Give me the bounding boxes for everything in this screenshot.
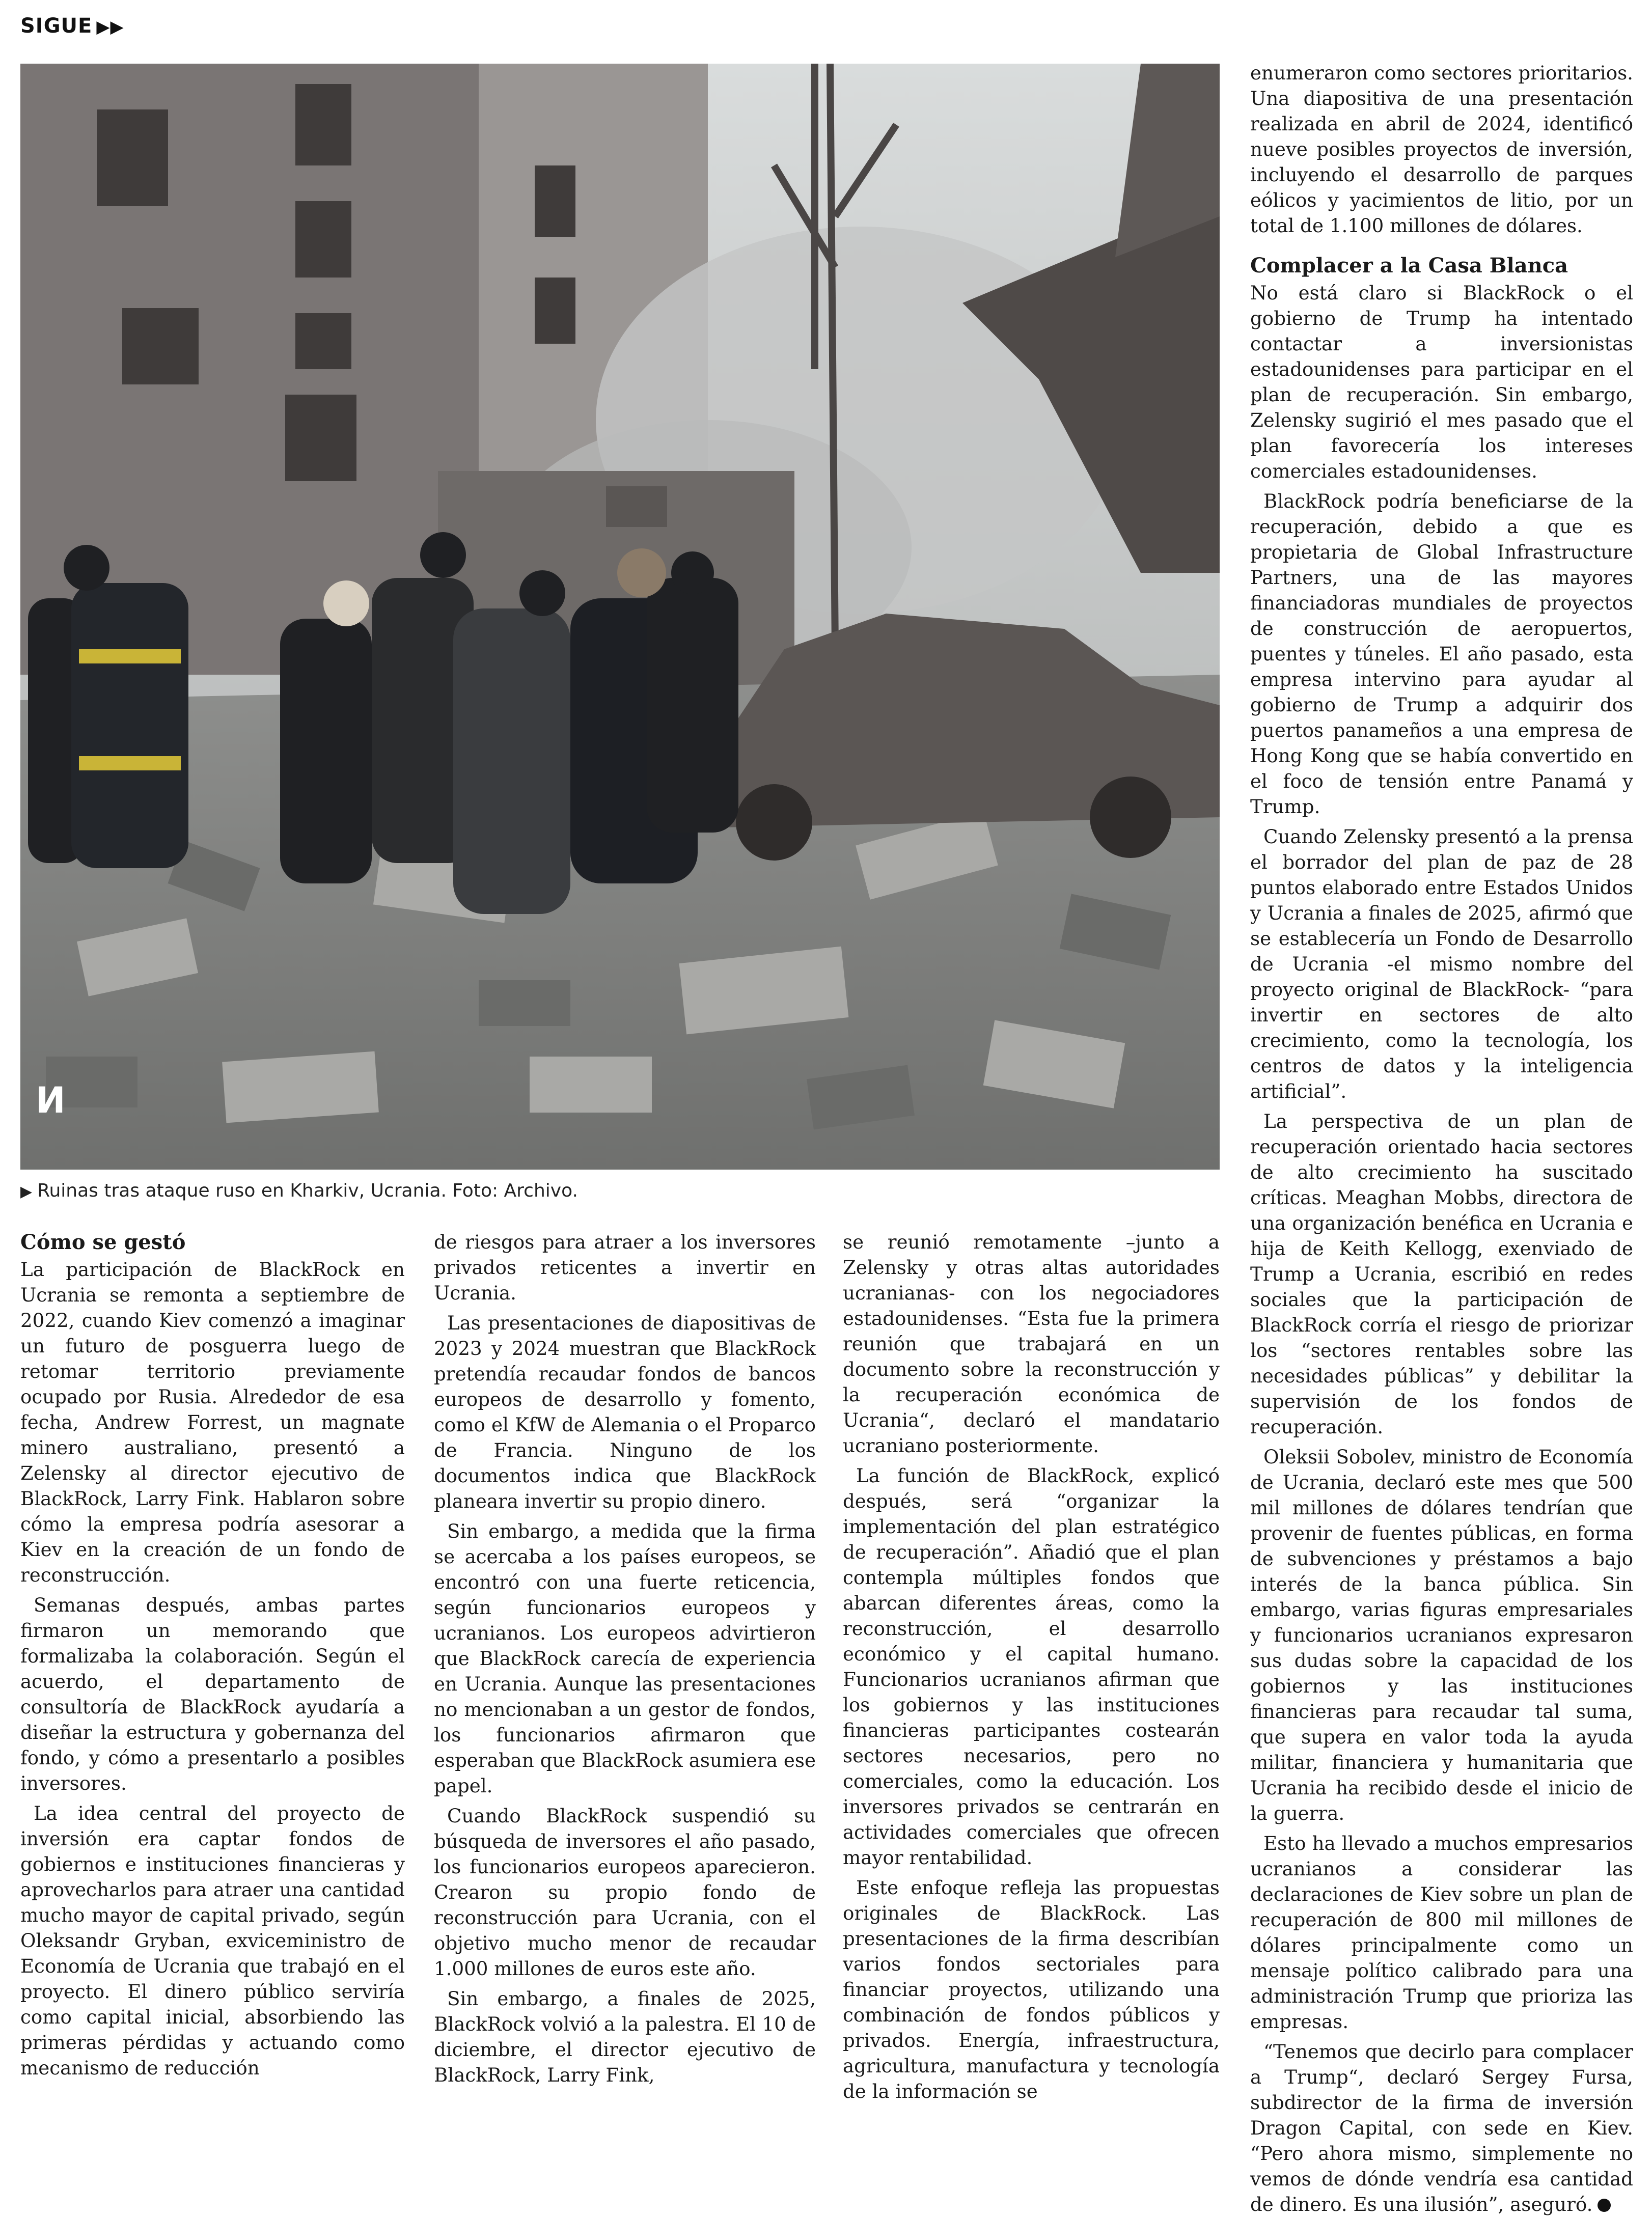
news-photo [20,64,1220,1170]
sigue-label [20,14,124,38]
paragraph: Este enfoque refleja las propuestas originales de BlackRock. Las presentaciones de la firma describían varios fondos sectoriales para financiar proyectos, utilizando una combinación de fondos públicos y privados. Energía, infraestructura, agricultura, manufactura y tecnología de la información se [843,1876,1220,2102]
paragraph: Cuando BlackRock suspendió su búsqueda de inversores el año pasado, los funcionarios europeos aparecieron. Crearon su propio fondo de reconstrucción para Ucrania, con el objetivo mucho menor de recaudar 1.000 millones de euros este año. [434,1805,816,1980]
paragraph: de riesgos para atraer a los inversores privados reticentes a invertir en Ucrania. [434,1231,816,1304]
article-column-4 [1250,60,1633,2217]
kharkiv-ruins-illustration [20,64,1220,1170]
paragraph: La función de BlackRock, explicó después, será “organizar la implementación del plan estratégico de recuperación”. Añadió que el plan contempla múltiples fondos que abarcan diferentes áreas, como la reconstrucción, el desarrollo económico y el capital humano. Funcionarios ucranianos afirman que los gobiernos y las instituciones financieras participantes costearán sectores necesarios, pero no comerciales, como la educación. Los inversores privados se centrarán en actividades comerciales que ofrecen mayor rentabilidad. [843,1464,1220,1869]
paragraph: enumeraron como sectores prioritarios. Una diapositiva de una presentación realizada en abril de 2024, identificó nueve posibles proyectos de inversión, incluyendo el desarrollo de parques eólicos y yacimientos de litio, por un total de 1.100 millones de dólares. [1250,62,1633,237]
article-column-2 [434,1229,816,2088]
paragraph: Cuando Zelensky presentó a la prensa el borrador del plan de paz de 28 puntos elaborado entre Estados Unidos y Ucrania a finales de 2025, afirmó que se establecería un Fondo de Desarrollo de Ucrania -el mismo nombre del proyecto original de BlackRock- “para invertir en sectores de alto crecimiento, como la tecnología, los centros de datos y la inteligencia artificial”. [1250,825,1633,1102]
paragraph-final [1250,2039,1633,2217]
paragraph: se reunió remotamente –junto a Zelensky y otras altas autoridades ucranianas- con los negociadores estadounidenses. “Esta fue la primera reunión que trabajará en un documento sobre la reconstrucción y la recuperación económica de Ucrania“, declaró el mandatario ucraniano posteriormente. [843,1231,1220,1457]
article-column-1 [20,1229,405,2081]
paragraph: Las presentaciones de diapositivas de 2023 y 2024 muestran que BlackRock pretendía recaudar fondos de bancos europeos de desarrollo y fomento, como el KfW de Alemania o el Proparco de Francia. Ninguno de los documentos indica que BlackRock planeara invertir su propio dinero. [434,1312,816,1512]
photo-caption [20,1180,1220,1201]
paragraph: BlackRock podría beneficiarse de la recuperación, debido a que es propietaria de Global Infrastructure Partners, una de las mayores financiadoras mundiales de proyectos de construcción de aeropuertos, puentes y túneles. El año pasado, esta empresa intervino para ayudar al gobierno de Trump a adquirir dos puertos panameños a una empresa de Hong Kong que se había convertido en el foco de tensión entre Panamá y Trump. [1250,490,1633,818]
end-mark-icon [1598,2199,1611,2212]
paragraph: La participación de BlackRock en Ucrania se remonta a septiembre de 2022, cuando Kiev comenzó a imaginar un futuro de posguerra luego de retomar territorio previamente ocupado por Rusia. Alrededor de esa fecha, Andrew Forrest, un magnate minero australiano, presentó a Zelensky al director ejecutivo de BlackRock, Larry Fink. Hablaron sobre cómo la empresa podría asesorar a Kiev en la creación de un fondo de reconstrucción. [20,1258,405,1586]
caption-text: Ruinas tras ataque ruso en Kharkiv, Ucrania. Foto: Archivo. [37,1180,578,1201]
caption-marker-icon: ▶ [20,1183,33,1201]
final-paragraph-text: “Tenemos que decirlo para complacer a Trump“, declaró Sergey Fursa, subdirector de la firma de inversión Dragon Capital, con sede en Kiev. “Pero ahora mismo, simplemente no vemos de dónde vendría esa cantidad de dinero. Es una ilusión”, aseguró. [1250,2040,1633,2215]
paragraph: La perspectiva de un plan de recuperación orientado hacia sectores de alto crecimiento ha suscitado críticas. Meaghan Mobbs, directora de una organización benéfica en Ucrania e hija de Keith Kellogg, exenviado de Trump a Ucrania, escribió en redes sociales que la participación de BlackRock corría el riesgo de priorizar los “sectores rentables sobre las necesidades públicas” y debilitar la supervisión de los fondos de recuperación. [1250,1110,1633,1438]
sigue-arrows-icon: ▶▶ [96,17,124,37]
section-title-como-se-gesto: Cómo se gestó [20,1230,186,1254]
article-column-3 [843,1229,1220,2104]
paragraph: No está claro si BlackRock o el gobierno de Trump ha intentado contactar a inversionistas estadounidenses para participar en el plan de recuperación. Sin embargo, Zelensky sugirió el mes pasado que el plan favorecería los intereses comerciales estadounidenses. [1250,282,1633,482]
paragraph: Esto ha llevado a muchos empresarios ucranianos a considerar las declaraciones de Kiev sobre un plan de recuperación de 800 mil millones de dólares principalmente como un mensaje político calibrado para una administración Trump que prioriza las empresas. [1250,1832,1633,2033]
photo-watermark: И [36,1079,66,1121]
paragraph: Sin embargo, a finales de 2025, BlackRock volvió a la palestra. El 10 de diciembre, el director ejecutivo de BlackRock, Larry Fink, [434,1987,816,2086]
sigue-text: SIGUE [20,14,93,38]
paragraph: Semanas después, ambas partes firmaron un memorando que formalizaba la colaboración. Según el acuerdo, el departamento de consultoría de BlackRock ayudaría a diseñar la estructura y gobernanza del fondo, y cómo a presentarlo a posibles inversores. [20,1594,405,1794]
paragraph: La idea central del proyecto de inversión era captar fondos de gobiernos e instituciones financieras y aprovecharlos para atraer una cantidad mucho mayor de capital privado, según Oleksandr Gryban, exviceministro de Economía de Ucrania que trabajó en el proyecto. El dinero público serviría como capital inicial, absorbiendo las primeras pérdidas y actuando como mecanismo de reducción [20,1802,405,2079]
section-title-complacer: Complacer a la Casa Blanca [1250,254,1568,278]
people-group [28,532,738,914]
paragraph: Sin embargo, a medida que la firma se acercaba a los países europeos, se encontró con una fuerte reticencia, según funcionarios europeos y ucranianos. Los europeos advirtieron que BlackRock carecía de experiencia en Ucrania. Aunque las presentaciones no mencionaban a un gestor de fondos, los funcionarios afirmaron que esperaban que BlackRock asumiera ese papel. [434,1520,816,1797]
paragraph: Oleksii Sobolev, ministro de Economía de Ucrania, declaró este mes que 500 mil millones de dólares tendrían que provenir de fuentes públicas, en forma de subvenciones y préstamos a bajo interés de la banca pública. Sin embargo, varias figuras empresariales y funcionarios ucranianos expresaron sus dudas sobre la capacidad de los gobiernos y las instituciones financieras para recaudar tal suma, que supera en valor toda la ayuda militar, financiera y humanitaria que Ucrania ha recibido desde el inicio de la guerra. [1250,1446,1633,1824]
